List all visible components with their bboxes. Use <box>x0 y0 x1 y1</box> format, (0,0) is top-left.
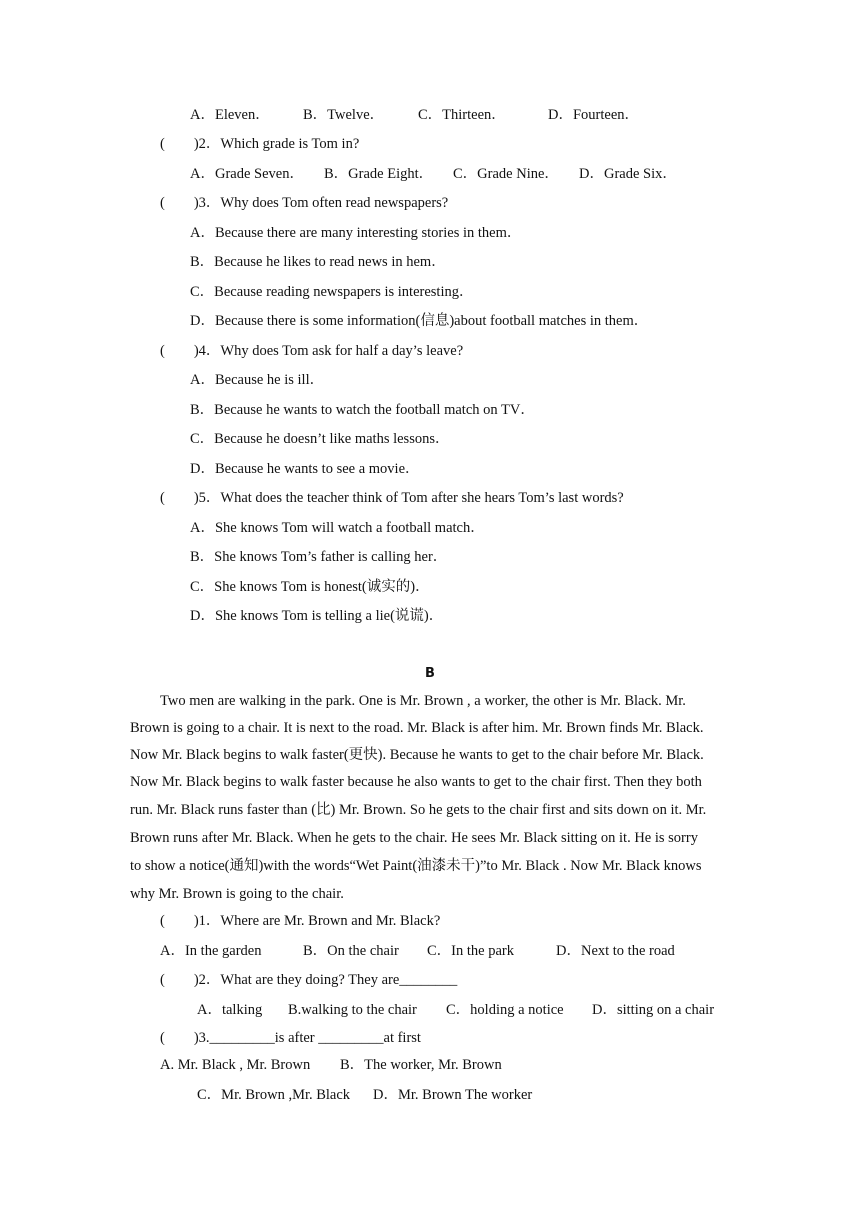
a-q5-question: ( )5．What does the teacher think of Tom after she hears Tom’s last words? <box>160 490 624 506</box>
passage-line: Two men are walking in the park. One is Mr. Brown , a worker, the other is Mr. Black. Mr. <box>160 693 686 709</box>
a-q2-question: ( )2．Which grade is Tom in? <box>160 136 360 152</box>
a-q3-option-a: A．Because there are many interesting stories in them． <box>190 225 522 241</box>
a-q4-option-d: D．Because he wants to see a movie． <box>190 461 420 477</box>
b-q3-option-b: B．The worker, Mr. Brown <box>340 1057 502 1073</box>
b-q2-option-b: B.walking to the chair <box>288 1002 417 1018</box>
b-q1-option-a: A．In the garden <box>160 943 262 959</box>
a-q2-option-a: A．Grade Seven． <box>190 166 304 182</box>
a-q4-option-a: A．Because he is ill． <box>190 372 325 388</box>
passage-line: why Mr. Brown is going to the chair. <box>130 886 344 902</box>
a-q5-option-b: B．She knows Tom’s father is calling her． <box>190 549 448 565</box>
b-q3-option-a: A. Mr. Black , Mr. Brown <box>160 1057 311 1073</box>
a-q5-option-d: D．She knows Tom is telling a lie(说谎)． <box>190 608 444 624</box>
passage-line: Brown is going to a chair. It is next to the road. Mr. Black is after him. Mr. Brown finds Mr. Black. <box>130 720 704 736</box>
b-q2-option-d: D．sitting on a chair <box>592 1002 715 1018</box>
a-q2-option-c: C．Grade Nine． <box>453 166 559 182</box>
a-q3-option-b: B．Because he likes to read news in hem． <box>190 254 446 270</box>
passage-line: to show a notice(通知)with the words“Wet Paint(油漆未干)”to Mr. Black . Now Mr. Black knows <box>130 858 702 874</box>
a-q3-option-d: D．Because there is some information(信息)about football matches in them． <box>190 313 649 329</box>
a-q4-option-b: B．Because he wants to watch the football match on TV． <box>190 402 535 418</box>
b-q3-option-d: D．Mr. Brown The worker <box>373 1087 533 1103</box>
a-q1-option-b: B．Twelve． <box>303 107 385 123</box>
a-q1-option-a: A．Eleven． <box>190 107 270 123</box>
a-q1-option-c: C．Thirteen． <box>418 107 506 123</box>
b-q2-option-a: A．talking <box>197 1002 263 1018</box>
passage-line: Now Mr. Black begins to walk faster because he also wants to get to the chair first. Then they both <box>130 774 702 790</box>
a-q1-option-d: D．Fourteen． <box>548 107 640 123</box>
b-q1-question: ( )1．Where are Mr. Brown and Mr. Black? <box>160 913 441 929</box>
a-q4-question: ( )4．Why does Tom ask for half a day’s leave? <box>160 343 464 359</box>
a-q5-option-a: A．She knows Tom will watch a football match． <box>190 520 485 536</box>
passage-line: Brown runs after Mr. Black. When he gets to the chair. He sees Mr. Black sitting on it. He is sorry <box>130 830 698 846</box>
a-q2-option-b: B．Grade Eight． <box>324 166 434 182</box>
passage-line: run. Mr. Black runs faster than (比) Mr. Brown. So he gets to the chair first and sits down on it. Mr. <box>130 802 707 818</box>
b-q3-question: ( )3._________is after _________at first <box>160 1030 421 1046</box>
a-q2-option-d: D．Grade Six． <box>579 166 677 182</box>
b-q1-option-b: B．On the chair <box>303 943 399 959</box>
b-q1-option-d: D．Next to the road <box>556 943 675 959</box>
b-q2-question: ( )2．What are they doing? They are________ <box>160 972 458 988</box>
a-q4-option-c: C．Because he doesn’t like maths lessons． <box>190 431 450 447</box>
passage-line: Now Mr. Black begins to walk faster(更快). Because he wants to get to the chair before Mr. Black. <box>130 747 704 763</box>
section-b-heading: B <box>425 666 435 681</box>
b-q2-option-c: C．holding a notice <box>446 1002 564 1018</box>
b-q1-option-c: C．In the park <box>427 943 514 959</box>
a-q3-option-c: C．Because reading newspapers is interesting． <box>190 284 474 300</box>
a-q3-question: ( )3．Why does Tom often read newspapers? <box>160 195 449 211</box>
b-q3-option-c: C．Mr. Brown ,Mr. Black <box>197 1087 351 1103</box>
a-q5-option-c: C．She knows Tom is honest(诚实的)． <box>190 579 430 595</box>
